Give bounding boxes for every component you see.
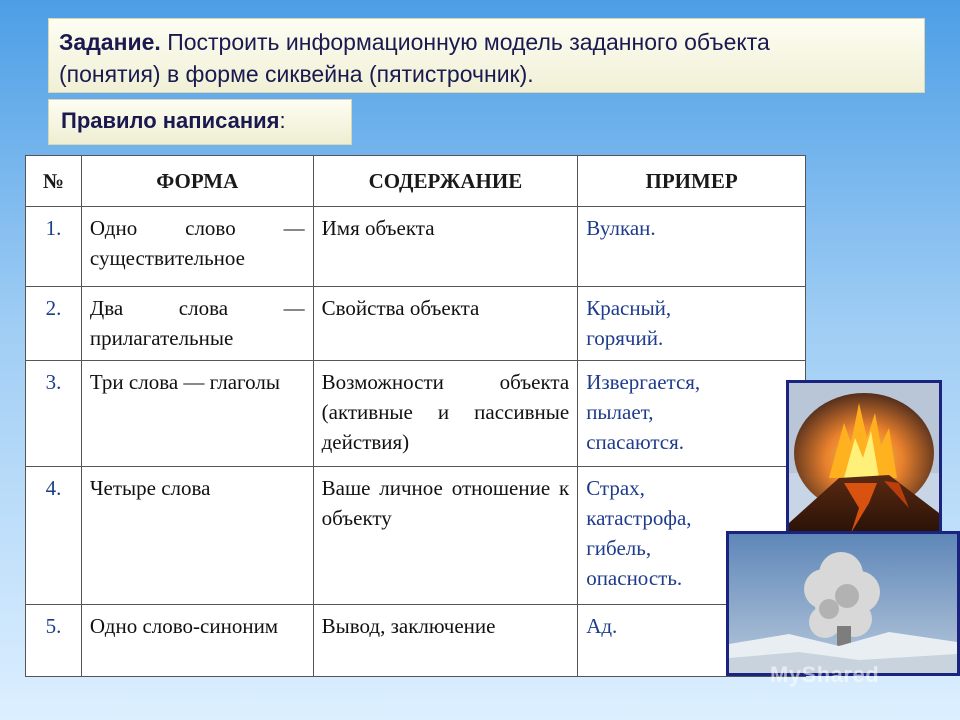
row-form: Одно слово — существительное xyxy=(81,207,313,287)
header-example: ПРИМЕР xyxy=(578,156,806,207)
volcano-ash-cloud-photo xyxy=(726,531,960,676)
row-form: Три слова — глаголы xyxy=(81,361,313,467)
task-box xyxy=(48,18,925,93)
row-example: Извергается, пылает, спасаются. xyxy=(578,361,806,467)
volcano-eruption-photo xyxy=(786,380,942,552)
header-content: СОДЕРЖАНИЕ xyxy=(313,156,578,207)
rule-label: Правило написания xyxy=(61,108,280,133)
row-content: Возможности объекта (активные и пассивные действия) xyxy=(313,361,578,467)
row-content: Свойства объекта xyxy=(313,287,578,361)
ash-cloud-illustration xyxy=(729,534,957,673)
row-number: 5. xyxy=(26,605,82,677)
row-example: Красный, горячий. xyxy=(578,287,806,361)
table-header-row xyxy=(26,156,806,207)
header-form: ФОРМА xyxy=(81,156,313,207)
table-row xyxy=(26,207,806,287)
header-number: № xyxy=(26,156,82,207)
rule-box xyxy=(48,99,352,145)
table-row xyxy=(26,467,806,605)
row-example: Ад. xyxy=(578,605,806,677)
rule-colon: : xyxy=(279,108,286,133)
task-text-line2: (понятия) в форме сиквейна (пятистрочник). xyxy=(59,61,534,87)
row-number: 2. xyxy=(26,287,82,361)
row-form: Четыре слова xyxy=(81,467,313,605)
table-row xyxy=(26,605,806,677)
task-text-line1: Построить информационную модель заданного объекта xyxy=(167,29,770,55)
row-number: 4. xyxy=(26,467,82,605)
cinquain-table xyxy=(25,155,806,677)
row-form: Одно слово-синоним xyxy=(81,605,313,677)
row-number: 3. xyxy=(26,361,82,467)
row-content: Ваше личное отношение к объекту xyxy=(313,467,578,605)
row-form: Два слова — прилагательные xyxy=(81,287,313,361)
row-example: Вулкан. xyxy=(578,207,806,287)
table-row xyxy=(26,361,806,467)
row-number: 1. xyxy=(26,207,82,287)
volcano-eruption-illustration xyxy=(789,383,939,549)
row-example: Страх, катастрофа, гибель, опасность. xyxy=(578,467,806,605)
watermark: MyShared xyxy=(770,662,880,687)
row-content: Имя объекта xyxy=(313,207,578,287)
task-label: Задание. xyxy=(59,29,161,55)
table-row xyxy=(26,287,806,361)
row-content: Вывод, заключение xyxy=(313,605,578,677)
